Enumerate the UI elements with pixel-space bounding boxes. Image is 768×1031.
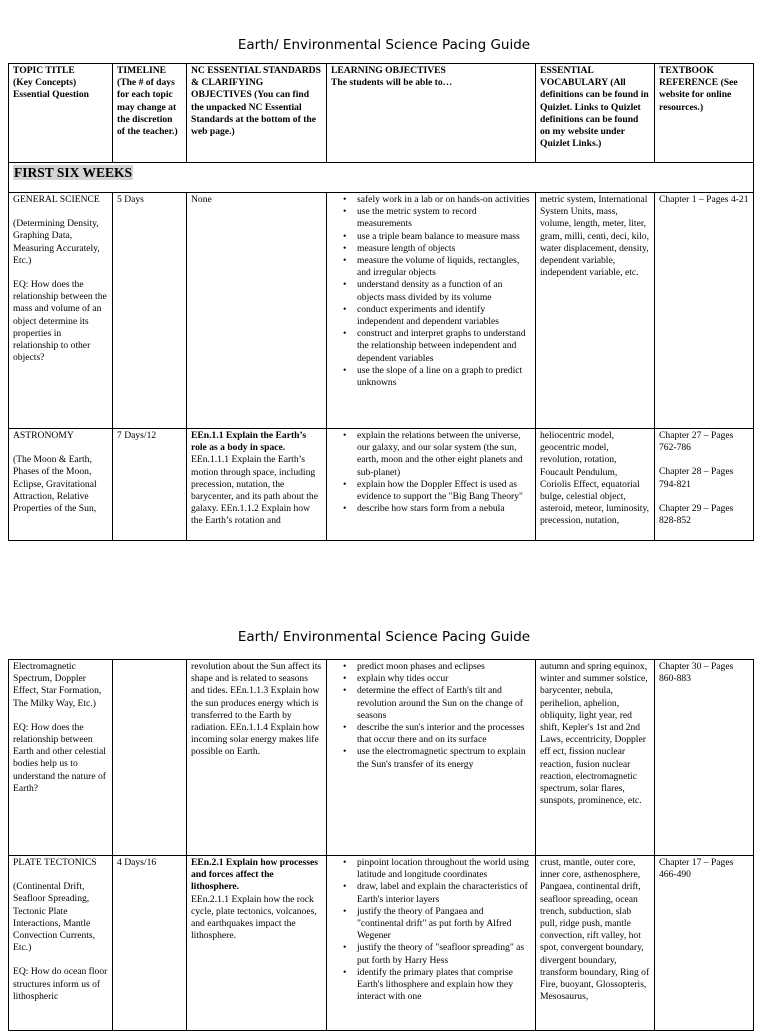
list-item: • identify the primary plates that comprise Earth's lithosphere and explain how they interact with one [357,967,531,1004]
row-astronomy [9,429,754,541]
timeline-cell: 4 Days/16 [113,856,187,1031]
essential-question: EQ: How does the relationship between Earth and other celestial bodies help us to understand the nature of Earth? [13,721,106,794]
row-astronomy-continued [9,660,754,856]
objectives-list [331,194,531,389]
list-item: • understand density as a function of an objects mass divided by its volume [357,279,531,303]
header-timeline: TIMELINE (The # of days for each topic may change at the discretion of the teacher.) [113,64,187,163]
list-item: • explain why tides occur [357,673,531,685]
header-vocab: ESSENTIAL VOCABULARY (All definitions can be found in Quizlet. Links to Quizlet definitions can be found on my website under Quizlet Links.) [536,64,655,163]
list-item: • safely work in a lab or on hands-on activities [357,194,531,206]
topic-title: ASTRONOMY [13,430,74,441]
pacing-table-page2 [8,659,754,1031]
topic-title: PLATE TECTONICS [13,857,97,868]
vocab-cell: crust, mantle, outer core, inner core, asthenosphere, Pangaea, continental drift, seafloor spreading, ocean trench, subduction, slab pull, ridge push, mantle convection, rift valley, hot spot, convergent boundary, divergent boundary, transform boundary, Ring of Fire, buoyant, Glossopteris, Mesosaurus, [536,856,655,1031]
header-topic [9,64,113,163]
list-item: • measure the volume of liquids, rectangles, and irregular objects [357,255,531,279]
page-title: Earth/ Environmental Science Pacing Guide [237,629,531,645]
objectives-list [331,430,531,515]
vocab-cell: heliocentric model, geocentric model, revolution, rotation, Foucault Pendulum, Coriolis Effect, equatorial bulge, celestial object, asteroid, meteor, luminosity, precession, nutation, [536,429,655,541]
list-item: • conduct experiments and identify independent and dependent variables [357,304,531,328]
pacing-table-page1 [8,63,754,541]
key-concepts: (Determining Density, Graphing Data, Measuring Accurately, Etc.) [13,218,100,266]
textbook-cell: Chapter 17 – Pages 466-490 [655,856,754,1031]
objectives-cell [327,660,536,856]
header-standards: NC ESSENTIAL STANDARDS & CLARIFYING OBJECTIVES (You can find the unpacked NC Essential Standards at the bottom of the web page.) [187,64,327,163]
list-item: • construct and interpret graphs to understand the relationship between independent and dependent variables [357,328,531,365]
essential-question: EQ: How do ocean floor structures inform us of lithospheric [13,966,108,1002]
list-item: • use the metric system to record measurements [357,206,531,230]
header-essential-question: Essential Question [13,89,89,101]
objectives-list [331,857,531,1003]
textbook-ref: Chapter 29 – Pages 828-852 [659,502,734,527]
standards-cell: revolution about the Sun affect its shape and is related to seasons and tides. EEn.1.1.3 Explain how the sun produces energy which is transferred to the Earth by radiation. EEn.1.1.4 Explain how incoming solar energy makes life possible on Earth. [187,660,327,856]
list-item: • describe the sun's interior and the processes that occur there and on its surface [357,722,531,746]
topic-title: GENERAL SCIENCE [13,194,100,205]
standards-cell [187,429,327,541]
standard-text: EEn.2.1.1 Explain how the rock cycle, plate tectonics, volcanoes, and earthquakes impact the lithosphere. [191,893,317,942]
standards-cell: None [187,193,327,429]
list-item: • draw, label and explain the characteristics of Earth's interior layers [357,881,531,905]
list-item: • use a triple beam balance to measure mass [357,231,531,243]
essential-question: EQ: How does the relationship between the mass and volume of an object determine its properties in relationship to other objects? [13,279,107,364]
standard-heading: EEn.2.1 Explain how processes and forces affect the lithosphere. [191,857,318,893]
header-objectives-sub: The students will be able to… [331,77,453,89]
header-row [9,64,754,163]
timeline-cell: 5 Days [113,193,187,429]
textbook-cell: Chapter 30 – Pages 860-883 [655,660,754,856]
key-concepts: Electromagnetic Spectrum, Doppler Effect, Star Formation, The Milky Way, Etc.) [13,661,102,709]
standard-text: EEn.1.1.1 Explain the Earth’s motion through space, including precession, nutation, the barycenter, and its path about the galaxy. EEn.1.1.2 Explain how the Earth’s rotation and [191,454,318,527]
list-item: • describe how stars form from a nebula [357,503,531,515]
header-objectives-title: LEARNING OBJECTIVES [331,65,446,76]
timeline-cell [113,660,187,856]
topic-cell [9,193,113,429]
page-title: Earth/ Environmental Science Pacing Guide [237,37,531,53]
topic-cell [9,660,113,856]
objectives-cell [327,429,536,541]
timeline-cell: 7 Days/12 [113,429,187,541]
textbook-cell [655,429,754,541]
list-item: • predict moon phases and eclipses [357,661,531,673]
header-topic-title: TOPIC TITLE [13,65,75,76]
standard-heading: EEn.1.1 Explain the Earth’s role as a body in space. [191,430,307,454]
list-item: • pinpoint location throughout the world using latitude and longitude coordinates [357,857,531,881]
section-cell [9,163,754,193]
topic-cell [9,429,113,541]
key-concepts: (Continental Drift, Seafloor Spreading, Tectonic Plate Interactions, Mantle Convection Currents, Etc.) [13,881,96,954]
textbook-cell: Chapter 1 – Pages 4-21 [655,193,754,429]
header-textbook: TEXTBOOK REFERENCE (See website for online resources.) [655,64,754,163]
list-item: • justify the theory of "seafloor spreading" as put forth by Harry Hess [357,942,531,966]
vocab-cell: metric system, International System Units, mass, volume, length, meter, liter, gram, milli, centi, deci, kilo, water displacement, density, dependent variable, independent variable, etc. [536,193,655,429]
objectives-cell [327,193,536,429]
textbook-ref: Chapter 28 – Pages 794-821 [659,466,734,490]
header-key-concepts: (Key Concepts) [13,77,77,89]
textbook-ref: Chapter 27 – Pages 762-786 [659,430,734,454]
standards-cell [187,856,327,1031]
topic-cell [9,856,113,1031]
objectives-cell [327,856,536,1031]
list-item: • determine the effect of Earth's tilt and revolution around the Sun on the change of seasons [357,685,531,722]
list-item: • measure length of objects [357,243,531,255]
vocab-cell: autumn and spring equinox, winter and summer solstice, barycenter, nebula, perihelion, aphelion, obliquity, light year, red shift, Kepler's 1st and 2nd Laws, eccentricity, Doppler eff ect, fission nuclear reaction, fusion nuclear reaction, electromagnetic spectrum, solar flares, sunspots, prominence, etc. [536,660,655,856]
list-item: • explain the relations between the universe, our galaxy, and our solar system (the sun, earth, moon and the other eight planets and sub-planet) [357,430,531,479]
header-objectives [327,64,536,163]
key-concepts: (The Moon & Earth, Phases of the Moon, Eclipse, Gravitational Attraction, Relative Properties of the Sun, [13,454,97,515]
row-general-science [9,193,754,429]
list-item: • use the electromagnetic spectrum to explain the Sun's transfer of its energy [357,746,531,770]
list-item: • use the slope of a line on a graph to predict unknowns [357,365,531,389]
list-item: • explain how the Doppler Effect is used as evidence to support the "Big Bang Theory" [357,479,531,503]
row-plate-tectonics [9,856,754,1031]
list-item: • justify the theory of Pangaea and "continental drift" as put forth by Alfred Wegener [357,906,531,943]
section-label: FIRST SIX WEEKS [14,165,133,180]
section-row [9,163,754,193]
objectives-list [331,661,531,771]
